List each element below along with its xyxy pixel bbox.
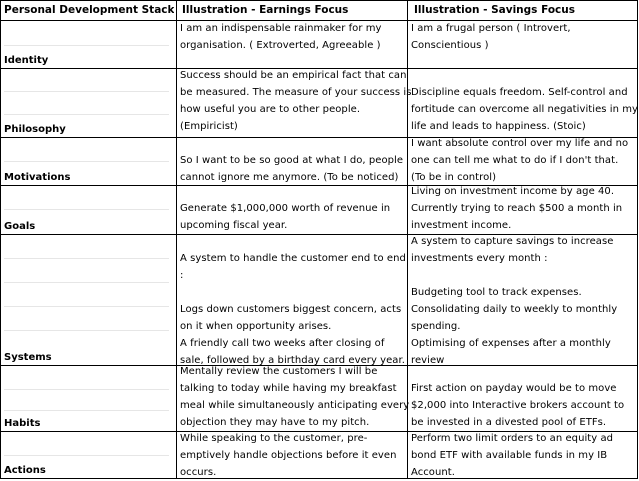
earnings-focus-cell: While speaking to the customer, pre- emptively handle objections before it even occurs. [180, 433, 397, 478]
earnings-focus-cell: Mentally review the customers I will be talking to today while having my breakfast meal while simultaneously anticipating every objection they may have to my pitch. [180, 366, 410, 428]
header-savings-focus: Illustration - Savings Focus [414, 4, 575, 16]
savings-focus-cell: Living on investment income by age 40. Currently trying to reach $500 a month in investment income. [411, 186, 623, 231]
earnings-focus-cell: So I want to be so good at what I do, people cannot ignore me anymore. (To be noticed) [180, 155, 404, 183]
savings-focus-cell: A system to capture savings to increase investments every month : Budgeting tool to track expenses. Consolidating daily to weekly to monthly spending. Optimising of expenses after a monthly review [411, 236, 618, 366]
earnings-focus-cell: Generate $1,000,000 worth of revenue in upcoming fiscal year. [180, 203, 391, 231]
table-row-systems [0, 235, 638, 365]
row-label-goals: Goals [4, 221, 36, 232]
table-row-goals [0, 186, 638, 234]
earnings-focus-cell: A system to handle the customer end to end : Logs down customers biggest concern, acts on it when opportunity arises. A friendly call two weeks after closing of sale, followed by a birthday card every year. [180, 253, 406, 366]
savings-focus-cell: Discipline equals freedom. Self-control and fortitude can overcome all negativities in my life and leads to happiness. (Stoic) [411, 87, 638, 132]
savings-focus-cell: Perform two limit orders to an equity ad bond ETF with available funds in my IB Account. [411, 433, 614, 478]
header-earnings-focus: Illustration - Earnings Focus [182, 4, 349, 16]
row-label-identity: Identity [4, 55, 49, 66]
row-label-systems: Systems [4, 352, 52, 363]
savings-focus-cell: I am a frugal person ( Introvert, Conscientious ) [411, 23, 571, 51]
table-row-motivations [0, 138, 638, 185]
savings-focus-cell: First action on payday would be to move $2,000 into Interactive brokers account to be invested in a divested pool of ETFs. [411, 383, 625, 428]
table-row-actions [0, 432, 638, 478]
table-row-philosophy [0, 69, 638, 137]
earnings-focus-cell: Success should be an empirical fact that can be measured. The measure of your success is how useful you are to other people. (Empiricist) [180, 70, 412, 132]
row-label-habits: Habits [4, 418, 41, 429]
table-row-identity [0, 21, 638, 68]
earnings-focus-cell: I am an indispensable rainmaker for my organisation. ( Extroverted, Agreeable ) [180, 23, 382, 51]
row-label-motivations: Motivations [4, 172, 71, 183]
table-header-row [0, 0, 638, 20]
header-personal-development-stack: Personal Development Stack [4, 4, 174, 16]
table-row-habits [0, 366, 638, 431]
savings-focus-cell: I want absolute control over my life and no one can tell me what to do if I don't that. (To be in control) [411, 138, 629, 183]
row-label-philosophy: Philosophy [4, 124, 66, 135]
row-label-actions: Actions [4, 465, 46, 476]
